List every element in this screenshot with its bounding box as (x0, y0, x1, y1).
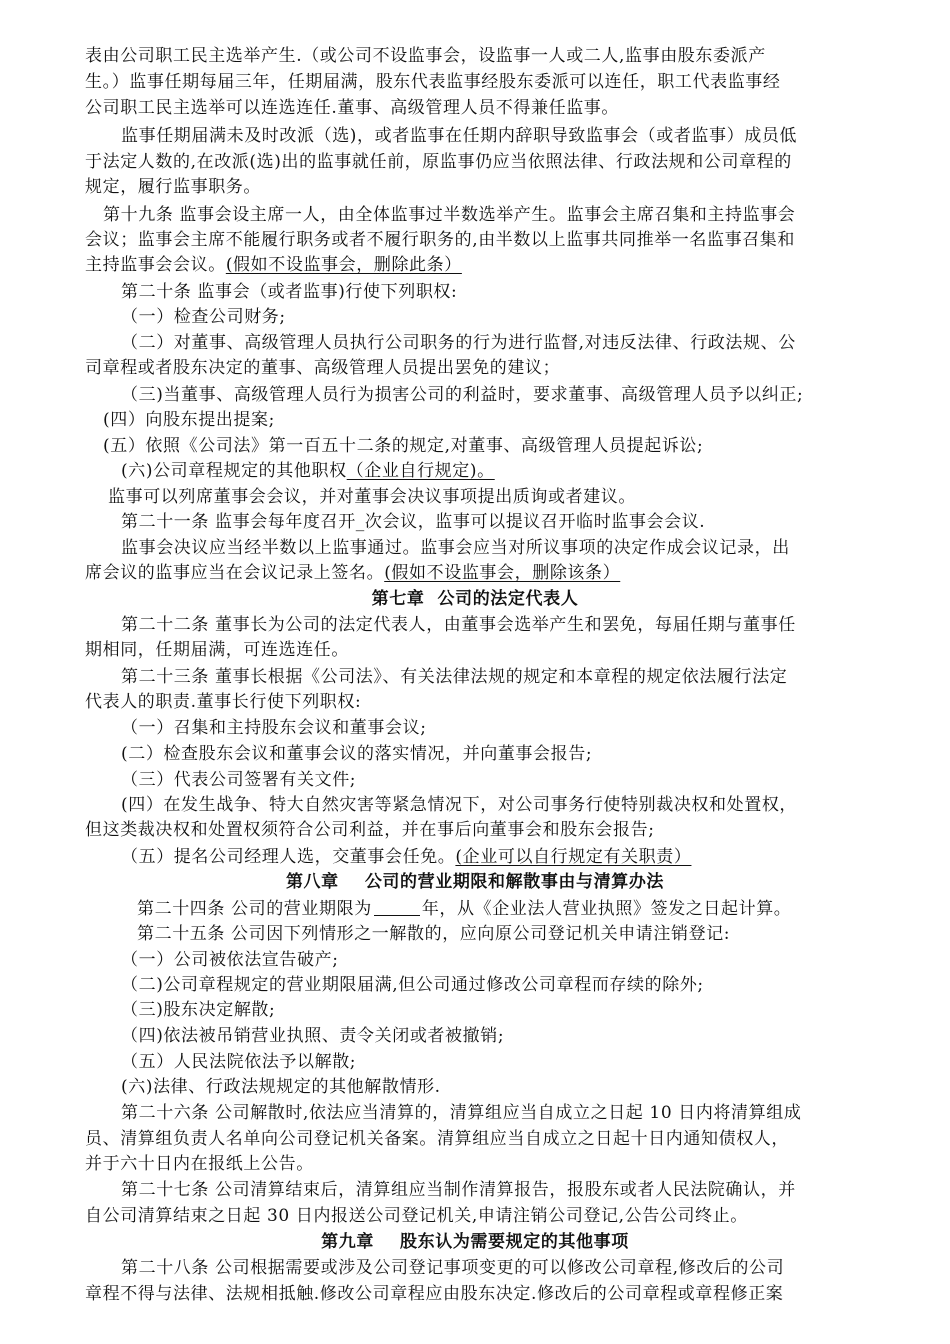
note-define-duties: (企业可以自行规定有关职责） (455, 847, 692, 867)
text-line: 并于六十日内在报纸上公告。 (85, 1154, 314, 1174)
note-self-defined: （企业自行规定)。 (346, 461, 495, 481)
text-line: 代表人的职责.董事长行使下列职权: (85, 692, 362, 712)
text-line: 监事任期届满未及时改派（选)，或者监事在任期内辞职导致监事会（或者监事）成员低 (121, 126, 798, 146)
text-line: 但这类裁决权和处置权须符合公司利益，并在事后向董事会和股东会报告; (85, 820, 655, 840)
text-line: 司章程或者股东决定的董事、高级管理人员提出罢免的建议； (85, 358, 561, 378)
text-line: 第二十八条 公司根据需要或涉及公司登记事项变更的可以修改公司章程,修改后的公司 (121, 1258, 785, 1278)
text-line: 章程不得与法律、法规相抵触.修改公司章程应由股东决定.修改后的公司章程或章程修正案 (85, 1284, 784, 1304)
text-line: 监事会决议应当经半数以上监事通过。监事会应当对所议事项的决定作成会议记录，出 (121, 538, 790, 558)
chapter-heading: 第七章 公司的法定代表人 (371, 589, 579, 609)
text-line: (四）在发生战争、特大自然灾害等紧急情况下，对公司事务行使特别裁决权和处置权， (121, 795, 798, 815)
text-line: 第二十一条 监事会每年度召开_次会议，监事可以提议召开临时监事会会议. (121, 512, 706, 532)
text-line: 公司职工民主选举可以连选连任.董事、高级管理人员不得兼任监事。 (85, 98, 620, 118)
text-line: 第二十三条 董事长根据《公司法》、有关法律法规的规定和本章程的规定依法履行法定 (121, 667, 788, 687)
line-text: （五）提名公司经理人选，交董事会任免。 (121, 847, 456, 867)
text-line: 第二十五条 公司因下列情形之一解散的，应向原公司登记机关申请注销登记: (137, 924, 731, 944)
note-delete-article: (假如不设监事会，删除此条） (225, 255, 462, 275)
line-text: 年，从《企业法人营业执照》签发之日起计算。 (421, 899, 792, 919)
line-text: (六)公司章程规定的其他职权 (121, 461, 347, 481)
text-line: 会议；监事会主席不能履行职务或者不履行职务的,由半数以上监事共同推举一名监事召集和 (85, 230, 796, 250)
text-line: 第二十二条 董事长为公司的法定代表人，由董事会选举产生和罢免，每届任期与董事任 (121, 615, 796, 635)
text-line: 第二十条 监事会（或者监事)行使下列职权: (121, 282, 458, 302)
chapter-heading: 第九章 股东认为需要规定的其他事项 (321, 1232, 629, 1252)
text-line: (六)法律、行政法规规定的其他解散情形. (121, 1077, 441, 1097)
text-line: 员、清算组负责人名单向公司登记机关备案。清算组应当自成立之日起十日内通知债权人， (85, 1129, 789, 1149)
text-line: 期相同，任期届满，可连选连任。 (85, 640, 349, 660)
text-line: （二）对董事、高级管理人员执行公司职务的行为进行监督,对违反法律、行政法规、公 (121, 333, 796, 353)
line-text: 席会议的监事应当在会议记录上签名。 (85, 563, 385, 583)
fill-in-blank (374, 899, 420, 916)
text-line: (五）依照《公司法》第一百五十二条的规定,对董事、高级管理人员提起诉讼; (103, 436, 704, 456)
text-line: 监事可以列席董事会会议，并对董事会决议事项提出质询或者建议。 (108, 487, 636, 507)
chapter-heading: 第八章 公司的营业期限和解散事由与清算办法 (285, 872, 665, 892)
text-line: 第十九条 监事会设主席一人，由全体监事过半数选举产生。监事会主席召集和主持监事会 (103, 205, 796, 225)
text-line (85, 253, 462, 277)
text-line: （三）代表公司签署有关文件; (121, 770, 357, 790)
text-line: （一）检查公司财务; (121, 307, 286, 327)
text-line (85, 561, 620, 585)
text-line: （三)股东决定解散; (121, 1000, 276, 1020)
text-line: （三)当董事、高级管理人员行为损害公司的利益时，要求董事、高级管理人员予以纠正; (121, 385, 804, 405)
text-line: (四）向股东提出提案; (103, 410, 275, 430)
text-line: 表由公司职工民主选举产生.（或公司不设监事会，设监事一人或二人,监事由股东委派产 (85, 46, 766, 66)
text-line: （一）召集和主持股东会议和董事会议; (121, 718, 427, 738)
text-line: （五）人民法院依法予以解散; (121, 1052, 357, 1072)
text-line: （二)公司章程规定的营业期限届满,但公司通过修改公司章程而存续的除外; (121, 975, 704, 995)
note-delete-clause: (假如不设监事会，删除该条） (384, 563, 621, 583)
line-text: 第二十四条 公司的营业期限为 (137, 899, 372, 919)
text-line (137, 897, 791, 921)
text-line: 第二十七条 公司清算结束后，清算组应当制作清算报告，报股东或者人民法院确认，并 (121, 1180, 796, 1200)
text-line (121, 459, 495, 483)
text-line: 于法定人数的,在改派(选)出的监事就任前，原监事仍应当依照法律、行政法规和公司章程的 (85, 152, 792, 172)
line-text: 主持监事会会议。 (85, 255, 226, 275)
text-line: 自公司清算结束之日起 30 日内报送公司登记机关,申请注销公司登记,公告公司终止。 (85, 1206, 748, 1226)
text-line (121, 845, 691, 869)
text-line: （一）公司被依法宣告破产; (121, 950, 339, 970)
text-line: 生。）监事任期每届三年，任期届满，股东代表监事经股东委派可以连任，职工代表监事经 (85, 72, 781, 92)
text-line: （四)依法被吊销营业执照、责令关闭或者被撤销; (121, 1026, 505, 1046)
text-line: 第二十六条 公司解散时,依法应当清算的，清算组应当自成立之日起 10 日内将清算组成 (121, 1103, 802, 1123)
text-line: (二）检查股东会议和董事会议的落实情况，并向董事会报告; (121, 744, 593, 764)
text-line: 规定，履行监事职务。 (85, 177, 261, 197)
